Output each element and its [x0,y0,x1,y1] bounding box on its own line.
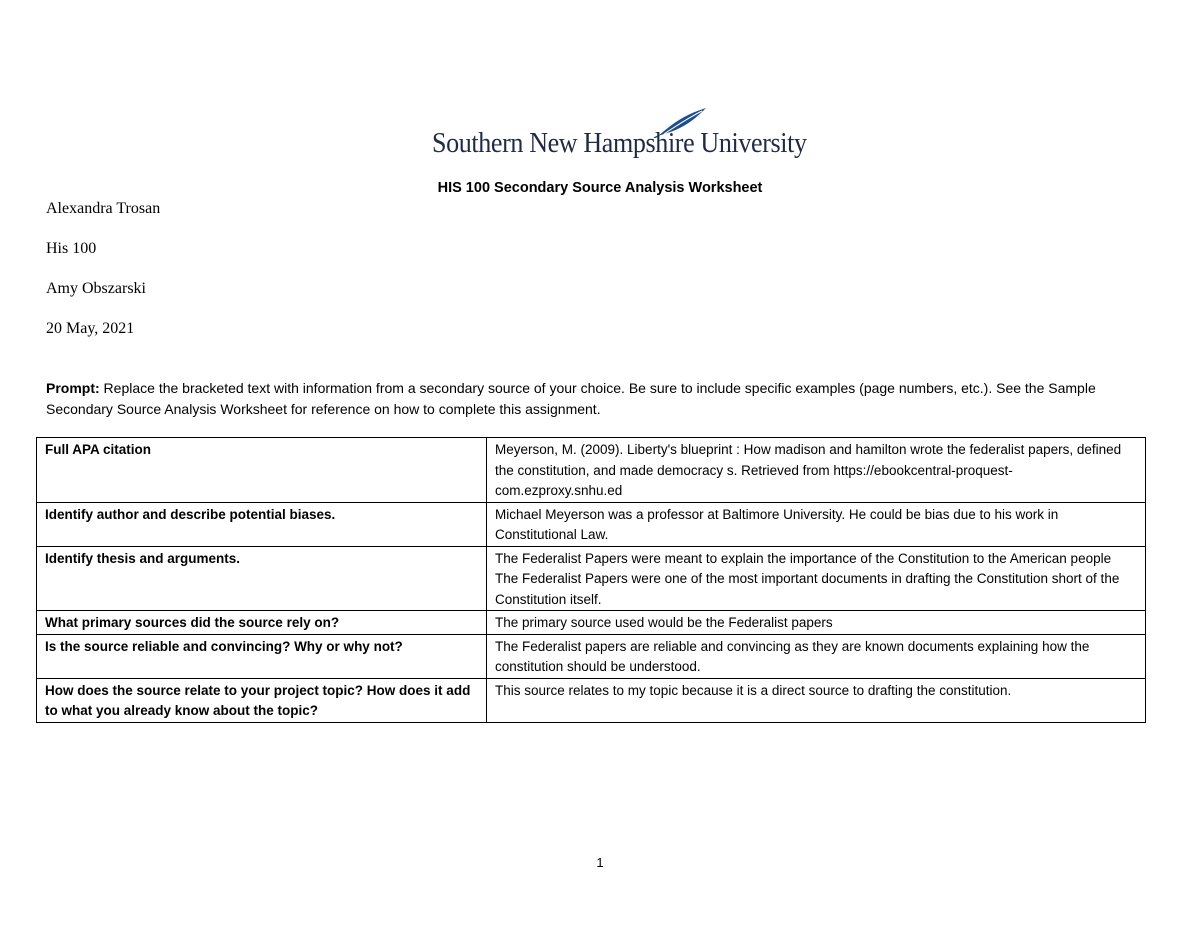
table-row [37,502,1146,546]
answer-text: The primary source used would be the Federalist papers [495,615,833,630]
answer-cell [487,634,1146,678]
answer-cell [487,546,1146,611]
course-name: His 100 [46,240,97,257]
answer-text: This source relates to my topic because it is a direct source to drafting the constitution. [495,682,1012,698]
worksheet-title: HIS 100 Secondary Source Analysis Worksheet [437,180,763,196]
submission-date: 20 May, 2021 [46,320,135,337]
question-cell: Identify thesis and arguments. [37,546,487,611]
table-row [37,611,1146,635]
prompt-paragraph [46,378,1146,420]
instructor-name: Amy Obszarski [46,280,146,297]
answer-text: The Federalist papers are reliable and convincing as they are known documents explaining how the constitution should be understood. [495,638,1090,674]
answer-text: The Federalist Papers were one of the most important documents in drafting the Constitution short of the Constitution itself. [495,571,1120,607]
answer-text: The Federalist Papers were meant to explain the importance of the Constitution to the American people [495,550,1112,566]
table-row [37,546,1146,611]
answer-cell [487,611,1146,635]
student-name: Alexandra Trosan [46,200,161,217]
question-cell: Full APA citation [37,438,487,503]
answer-cell [487,502,1146,546]
page-number: 1 [596,855,604,870]
answer-cell [487,678,1146,722]
university-logo [432,106,807,162]
source-analysis-table [36,437,1146,723]
question-cell: What primary sources did the source rely on? [37,611,487,635]
answer-text: Michael Meyerson was a professor at Baltimore University. He could be bias due to his work in Constitutional Law. [495,506,1059,542]
table-row [37,438,1146,503]
question-cell: Identify author and describe potential biases. [37,502,487,546]
table-row [37,678,1146,722]
answer-cell [487,438,1146,503]
question-cell: How does the source relate to your project topic? How does it add to what you already know about the topic? [37,678,487,722]
prompt-text: Replace the bracketed text with information from a secondary source of your choice. Be sure to include specific examples (page numbers, etc.). See the Sample Secondary Source Analysis Worksheet for reference on how to complete this assignment. [46,380,1096,417]
table-row [37,634,1146,678]
question-cell: Is the source reliable and convincing? Why or why not? [37,634,487,678]
logo-wordmark: Southern New Hampshire University [432,128,807,159]
prompt-label: Prompt: [46,380,100,396]
answer-text: Meyerson, M. (2009). Liberty's blueprint : How madison and hamilton wrote the federalist papers, defined the constitution, and made democracy s. Retrieved from https://ebookcentral-proquest-com.ezproxy.snhu.ed [495,442,1122,498]
